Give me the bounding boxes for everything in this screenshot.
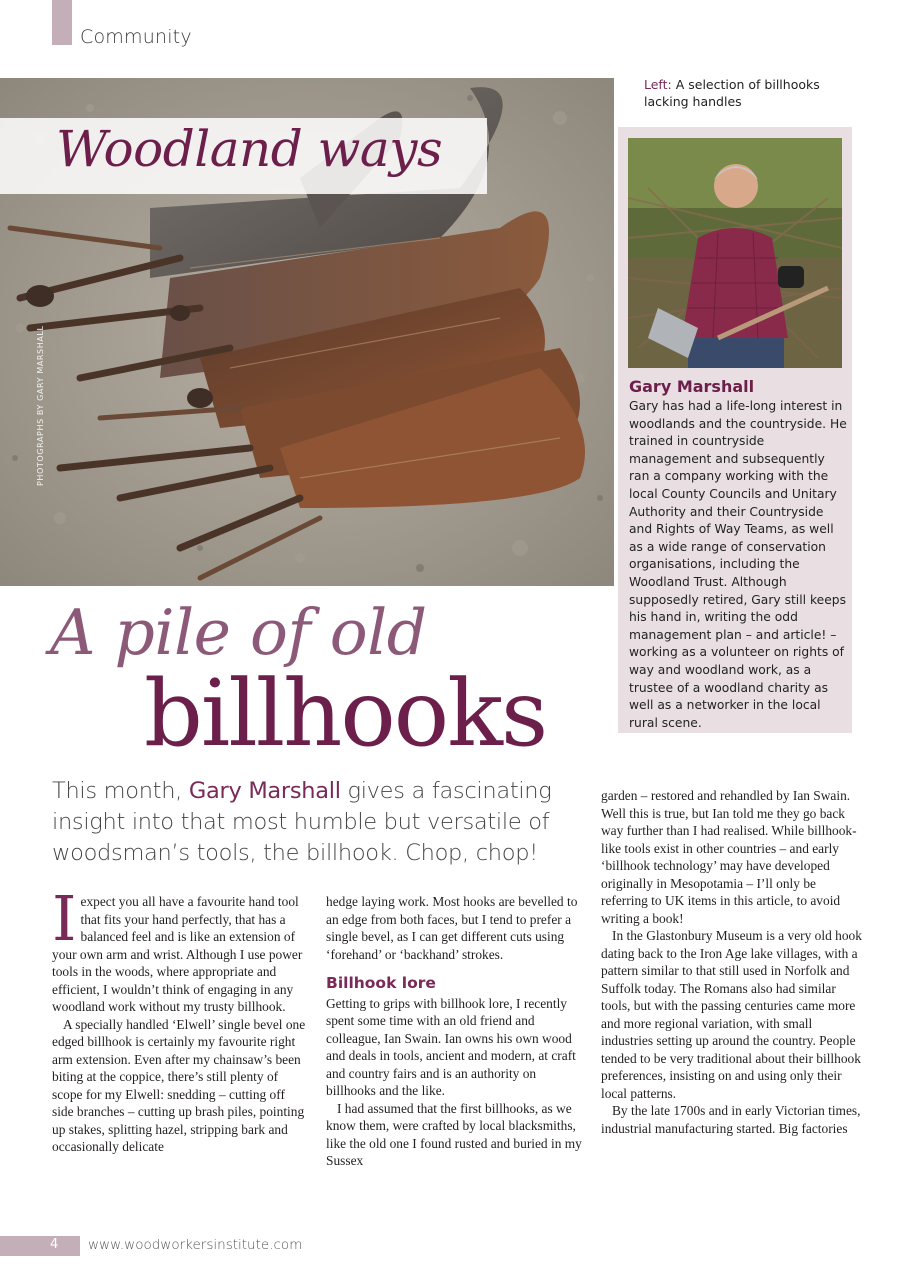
section-label: Community (80, 26, 192, 48)
standfirst (52, 776, 572, 869)
body-paragraph-7: In the Glastonbury Museum is a very old hook dating back to the Iron Age lake villages, with a pattern similar to that still used in Norfolk and Suffolk today. The Romans also had similar tools, but with the passing centuries came more and more regional variation, with small industries setting up around the country. People tended to be very traditional about their billhook preferences, insisting on and using only their local patterns. (601, 928, 862, 1101)
section-tab (52, 0, 72, 45)
author-portrait (628, 138, 842, 368)
body-paragraph-4: Getting to grips with billhook lore, I recently spent some time with an old friend and colleague, Ian Swain. Ian owns his own wood and deals in tools, ancient and modern, at craft and country fairs and is an authority on billhooks and the like. (326, 995, 576, 1098)
body-paragraph-1 (52, 882, 308, 1016)
author-name: Gary Marshall (629, 377, 755, 396)
body-paragraph-8: By the late 1700s and in early Victorian times, industrial manufacturing started. Big factories (601, 1103, 861, 1136)
body-column-1 (52, 882, 308, 1156)
author-bio-text: Gary has had a life-long interest in woodlands and the countryside. He trained in countryside management and subsequently ran a company working with the local County Councils and Unitary Authority and their Countryside and Rights of Way Teams, as well as a wide range of conservation organisations, including the Woodland Trust. Although supposedly retired, Gary still keeps his hand in, writing the odd management plan – and article! – working as a volunteer on rights of way and woodland work, as a trustee of a woodland charity as well as a networker in the local rural scene. (629, 399, 847, 730)
standfirst-before: This month, (52, 778, 183, 804)
headline-line-2: billhooks (144, 660, 547, 767)
standfirst-after: gives a fascinating insight into that most humble but versatile of woodsman’s tools, the billhook. Chop, chop! (52, 778, 552, 866)
caption-text: A selection of billhooks lacking handles (644, 77, 820, 109)
photo-credit: PHOTOGRAPHS BY GARY MARSHALL (36, 325, 45, 486)
subheading-billhook-lore: Billhook lore (326, 974, 436, 992)
website-url: www.woodworkersinstitute.com (88, 1237, 303, 1253)
drop-cap: I (52, 882, 77, 955)
headline-line-1: A pile of old (50, 596, 427, 669)
section-kicker: Woodland ways (56, 120, 443, 178)
body-paragraph-5: I had assumed that the first billhooks, as we know them, were crafted by local blacksmiths, like the old one I found rusted and buried in my Sussex (326, 1100, 582, 1168)
body-column-3 (601, 787, 863, 1137)
author-photo (628, 138, 842, 368)
body-paragraph-6: garden – restored and rehandled by Ian Swain. Well this is true, but Ian told me they go back way further than I had realised. While billhook-like tools exist in other countries – and early ‘billhook technology’ may have developed originally in Mesopotamia – I’ll only be referring to UK items in this article, to avoid writing a book! (601, 788, 857, 926)
photo-caption (644, 76, 844, 110)
body-paragraph-3: hedge laying work. Most hooks are bevelled to an edge from both faces, but I tend to prefer a single bevel, as I can get different cuts using ‘forehand’ or ‘backhand’ strokes. (326, 894, 578, 962)
body-paragraph-1-text: expect you all have a favourite hand tool that fits your hand perfectly, that has a balanced feel and is like an extension of your own arm and wrist. Although I use power tools in the woods, where appropriate and efficient, I wouldn’t think of engaging in any woodland work without my trusty billhook. (52, 894, 303, 1014)
page-number: 4 (50, 1237, 59, 1252)
caption-label: Left: (644, 77, 672, 92)
folio-bar (0, 1236, 80, 1256)
body-paragraph-2: A specially handled ‘Elwell’ single bevel one edged billhook is certainly my favourite right arm extension. Even after my chainsaw’s been biting at the coppice, there’s still plenty of scope for my Elwell: snedding – cutting off side branches – cutting up brash piles, pointing up stakes, splitting hazel, stripping bark and occasionally delicate (52, 1016, 306, 1154)
standfirst-author: Gary Marshall (188, 778, 341, 804)
body-column-2 (326, 893, 584, 1170)
